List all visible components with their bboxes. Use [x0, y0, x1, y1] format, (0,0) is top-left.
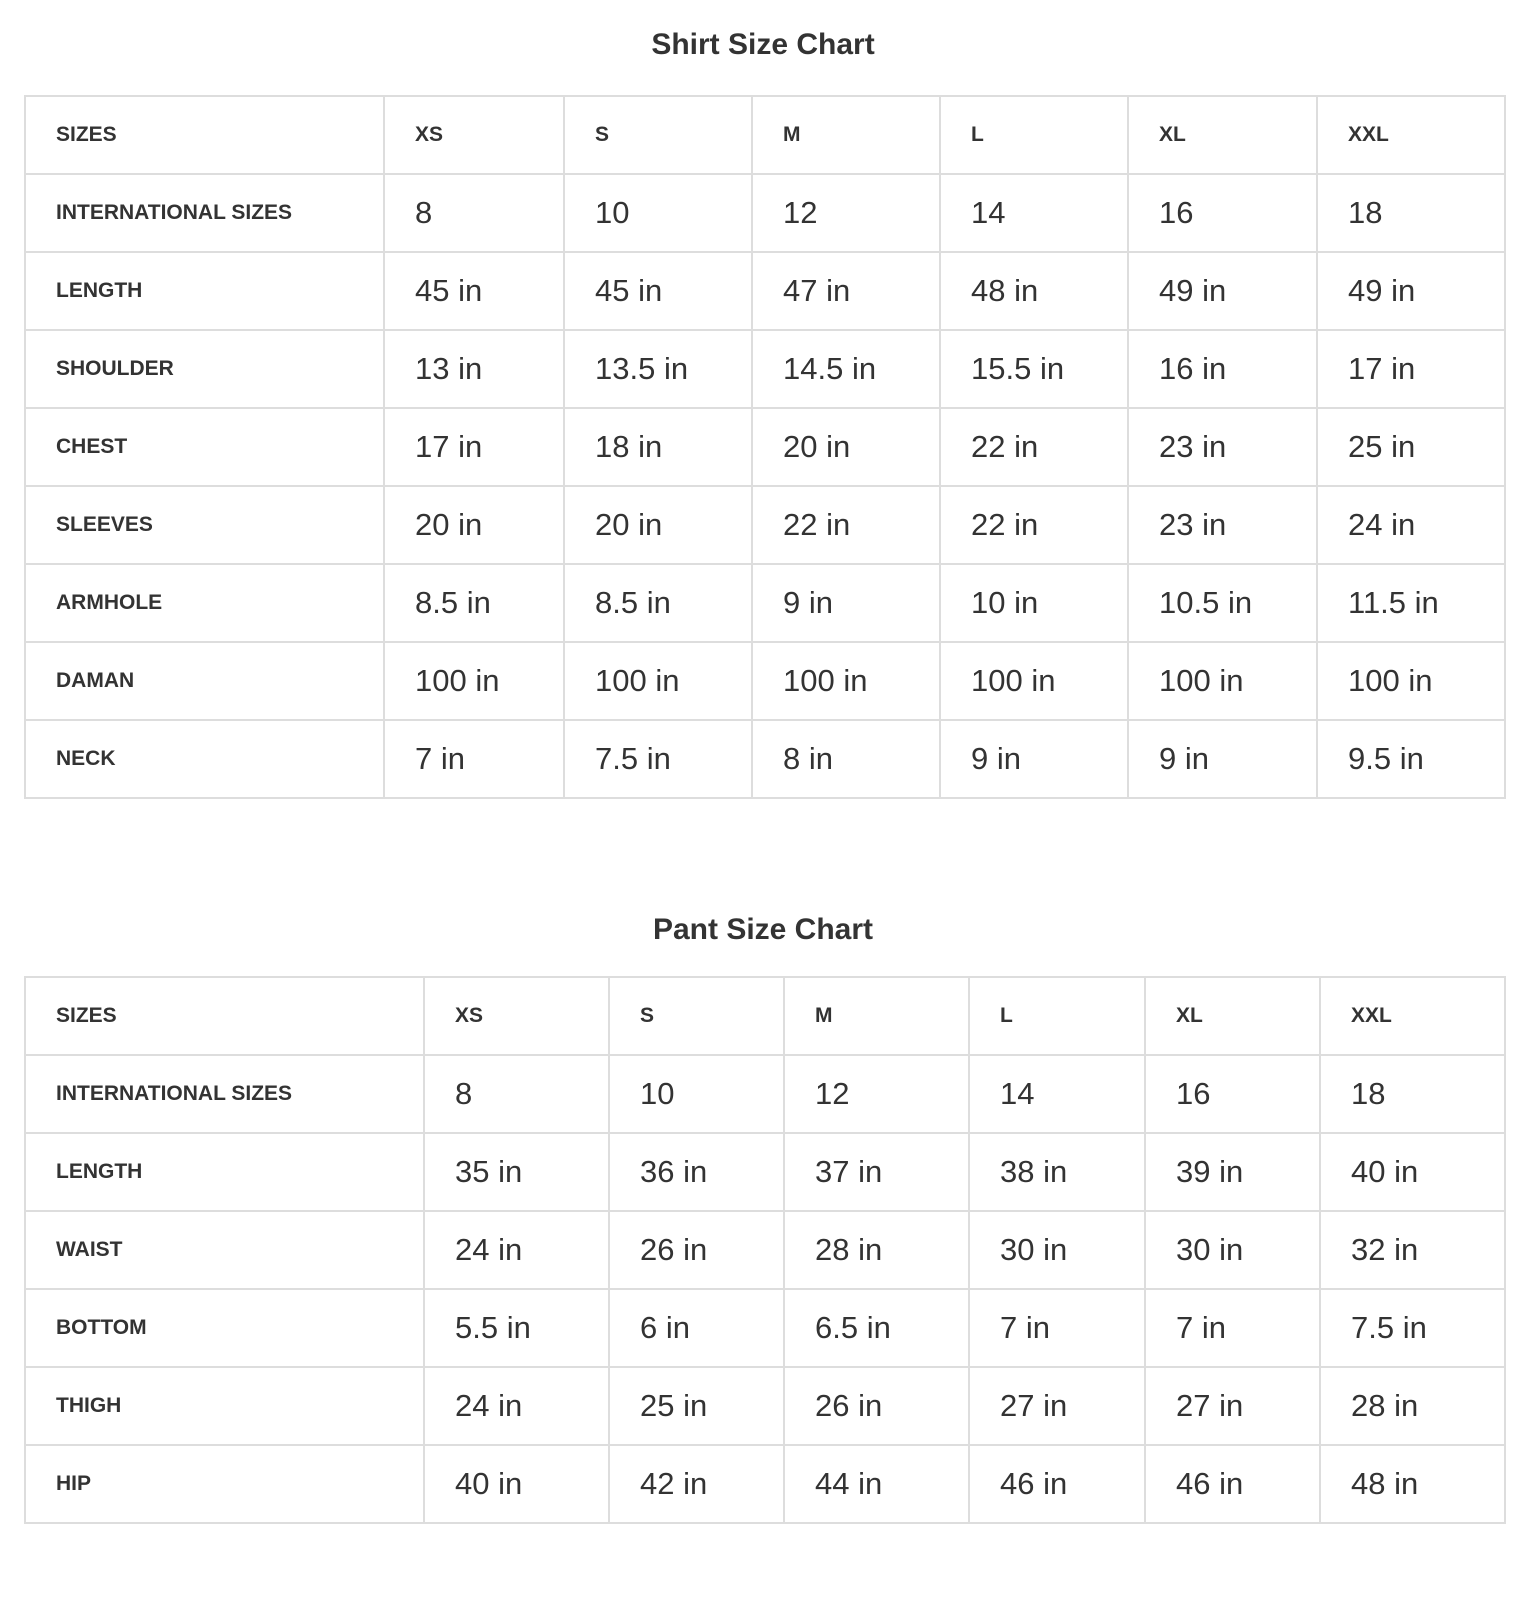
size-value-cell: 45 in	[564, 252, 752, 330]
size-value-cell: 28 in	[1320, 1367, 1505, 1445]
size-value-cell: 22 in	[940, 408, 1128, 486]
size-value-cell: 30 in	[1145, 1211, 1320, 1289]
size-value-cell: 9 in	[1128, 720, 1317, 798]
size-value-cell: 100 in	[1317, 642, 1505, 720]
size-value-cell: 45 in	[384, 252, 564, 330]
table-row	[25, 642, 1505, 720]
size-value-cell: 16	[1145, 1055, 1320, 1133]
size-value-cell: 24 in	[424, 1211, 609, 1289]
shirt-header-size-l: L	[940, 96, 1128, 174]
row-label: SLEEVES	[25, 486, 384, 564]
size-value-cell: 26 in	[609, 1211, 784, 1289]
table-row	[25, 720, 1505, 798]
size-value-cell: 40 in	[1320, 1133, 1505, 1211]
size-value-cell: 32 in	[1320, 1211, 1505, 1289]
table-row	[25, 1367, 1505, 1445]
table-row	[25, 330, 1505, 408]
table-row	[25, 1445, 1505, 1523]
size-value-cell: 14.5 in	[752, 330, 940, 408]
shirt-header-size-m: M	[752, 96, 940, 174]
size-value-cell: 9 in	[940, 720, 1128, 798]
size-value-cell: 10	[609, 1055, 784, 1133]
table-row	[25, 408, 1505, 486]
pant-table-header	[25, 977, 1505, 1055]
size-value-cell: 26 in	[784, 1367, 969, 1445]
size-value-cell: 47 in	[752, 252, 940, 330]
size-value-cell: 8.5 in	[384, 564, 564, 642]
size-value-cell: 37 in	[784, 1133, 969, 1211]
size-value-cell: 7.5 in	[564, 720, 752, 798]
size-value-cell: 16	[1128, 174, 1317, 252]
size-value-cell: 5.5 in	[424, 1289, 609, 1367]
shirt-header-sizes-label: SIZES	[25, 96, 384, 174]
size-value-cell: 46 in	[969, 1445, 1145, 1523]
size-value-cell: 27 in	[969, 1367, 1145, 1445]
row-label: THIGH	[25, 1367, 424, 1445]
size-value-cell: 11.5 in	[1317, 564, 1505, 642]
size-value-cell: 22 in	[940, 486, 1128, 564]
pant-header-size-xxl: XXL	[1320, 977, 1505, 1055]
pant-header-size-s: S	[609, 977, 784, 1055]
pant-header-size-l: L	[969, 977, 1145, 1055]
size-value-cell: 44 in	[784, 1445, 969, 1523]
size-value-cell: 15.5 in	[940, 330, 1128, 408]
size-value-cell: 12	[752, 174, 940, 252]
size-value-cell: 30 in	[969, 1211, 1145, 1289]
size-value-cell: 8 in	[752, 720, 940, 798]
size-value-cell: 18 in	[564, 408, 752, 486]
shirt-header-row	[25, 96, 1505, 174]
size-value-cell: 17 in	[384, 408, 564, 486]
size-value-cell: 7 in	[1145, 1289, 1320, 1367]
table-row	[25, 1133, 1505, 1211]
row-label: ARMHOLE	[25, 564, 384, 642]
pant-size-table	[24, 976, 1506, 1524]
size-value-cell: 36 in	[609, 1133, 784, 1211]
size-value-cell: 24 in	[424, 1367, 609, 1445]
table-row	[25, 564, 1505, 642]
pant-header-size-xs: XS	[424, 977, 609, 1055]
size-value-cell: 9 in	[752, 564, 940, 642]
row-label: DAMAN	[25, 642, 384, 720]
size-value-cell: 13.5 in	[564, 330, 752, 408]
shirt-header-size-xl: XL	[1128, 96, 1317, 174]
pant-table-body	[25, 1055, 1505, 1523]
shirt-header-size-s: S	[564, 96, 752, 174]
size-value-cell: 22 in	[752, 486, 940, 564]
size-value-cell: 100 in	[940, 642, 1128, 720]
size-value-cell: 23 in	[1128, 486, 1317, 564]
shirt-header-size-xs: XS	[384, 96, 564, 174]
row-label: NECK	[25, 720, 384, 798]
row-label: WAIST	[25, 1211, 424, 1289]
size-value-cell: 6 in	[609, 1289, 784, 1367]
size-value-cell: 24 in	[1317, 486, 1505, 564]
size-value-cell: 25 in	[1317, 408, 1505, 486]
size-value-cell: 100 in	[752, 642, 940, 720]
shirt-table-header	[25, 96, 1505, 174]
size-value-cell: 100 in	[384, 642, 564, 720]
size-value-cell: 48 in	[1320, 1445, 1505, 1523]
shirt-table-body	[25, 174, 1505, 798]
size-value-cell: 7.5 in	[1320, 1289, 1505, 1367]
size-value-cell: 7 in	[384, 720, 564, 798]
size-value-cell: 14	[940, 174, 1128, 252]
size-value-cell: 42 in	[609, 1445, 784, 1523]
shirt-header-size-xxl: XXL	[1317, 96, 1505, 174]
row-label: LENGTH	[25, 252, 384, 330]
size-value-cell: 10.5 in	[1128, 564, 1317, 642]
size-value-cell: 100 in	[1128, 642, 1317, 720]
size-value-cell: 16 in	[1128, 330, 1317, 408]
size-value-cell: 46 in	[1145, 1445, 1320, 1523]
size-value-cell: 20 in	[564, 486, 752, 564]
table-row	[25, 252, 1505, 330]
size-value-cell: 18	[1317, 174, 1505, 252]
table-row	[25, 1055, 1505, 1133]
table-row	[25, 174, 1505, 252]
row-label: HIP	[25, 1445, 424, 1523]
row-label: LENGTH	[25, 1133, 424, 1211]
row-label: BOTTOM	[25, 1289, 424, 1367]
size-value-cell: 20 in	[752, 408, 940, 486]
size-value-cell: 8	[424, 1055, 609, 1133]
size-value-cell: 8.5 in	[564, 564, 752, 642]
pant-header-row	[25, 977, 1505, 1055]
row-label: INTERNATIONAL SIZES	[25, 1055, 424, 1133]
shirt-size-table	[24, 95, 1506, 799]
size-value-cell: 27 in	[1145, 1367, 1320, 1445]
table-row	[25, 1289, 1505, 1367]
size-value-cell: 38 in	[969, 1133, 1145, 1211]
pant-header-sizes-label: SIZES	[25, 977, 424, 1055]
row-label: INTERNATIONAL SIZES	[25, 174, 384, 252]
size-value-cell: 18	[1320, 1055, 1505, 1133]
table-row	[25, 1211, 1505, 1289]
size-value-cell: 17 in	[1317, 330, 1505, 408]
size-value-cell: 10 in	[940, 564, 1128, 642]
table-row	[25, 486, 1505, 564]
size-value-cell: 40 in	[424, 1445, 609, 1523]
size-value-cell: 100 in	[564, 642, 752, 720]
size-value-cell: 9.5 in	[1317, 720, 1505, 798]
size-value-cell: 23 in	[1128, 408, 1317, 486]
size-value-cell: 10	[564, 174, 752, 252]
pant-header-size-xl: XL	[1145, 977, 1320, 1055]
size-value-cell: 25 in	[609, 1367, 784, 1445]
size-value-cell: 49 in	[1317, 252, 1505, 330]
size-value-cell: 7 in	[969, 1289, 1145, 1367]
size-value-cell: 39 in	[1145, 1133, 1320, 1211]
size-value-cell: 8	[384, 174, 564, 252]
size-value-cell: 6.5 in	[784, 1289, 969, 1367]
size-value-cell: 20 in	[384, 486, 564, 564]
pant-chart-title: Pant Size Chart	[652, 913, 874, 946]
size-value-cell: 14	[969, 1055, 1145, 1133]
row-label: CHEST	[25, 408, 384, 486]
row-label: SHOULDER	[25, 330, 384, 408]
size-value-cell: 35 in	[424, 1133, 609, 1211]
size-value-cell: 12	[784, 1055, 969, 1133]
size-value-cell: 28 in	[784, 1211, 969, 1289]
size-value-cell: 48 in	[940, 252, 1128, 330]
size-value-cell: 13 in	[384, 330, 564, 408]
size-value-cell: 49 in	[1128, 252, 1317, 330]
pant-header-size-m: M	[784, 977, 969, 1055]
shirt-chart-title: Shirt Size Chart	[651, 28, 875, 61]
